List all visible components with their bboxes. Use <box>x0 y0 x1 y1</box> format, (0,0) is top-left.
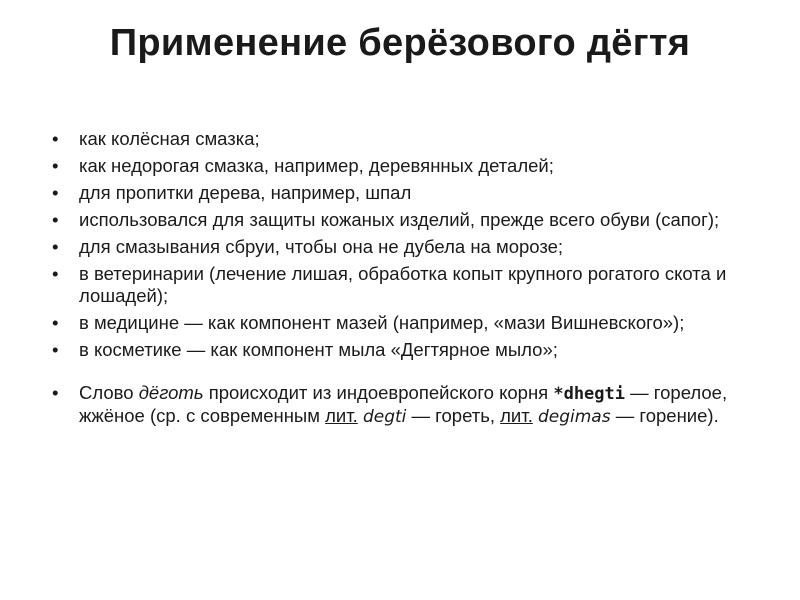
list-item: • в косметике — как компонент мыла «Дегтярное мыло»; <box>50 339 730 361</box>
list-item: • использовался для защиты кожаных изделий, прежде всего обуви (сапог); <box>50 209 730 231</box>
etymology-text: — горелое, жжёное (ср. с современным <box>79 382 728 426</box>
slide-title: Применение берёзового дёгтя <box>109 22 691 64</box>
etymology-text: Слово <box>79 382 139 403</box>
etymology-text: — гореть, <box>406 405 501 426</box>
etymology-form: degimas <box>537 407 611 427</box>
etymology-word: дёготь <box>138 382 204 403</box>
etymology-form: degti <box>362 407 407 427</box>
lit-link[interactable]: лит. <box>325 405 358 426</box>
etymology-text: — горение). <box>610 405 719 426</box>
lit-link[interactable]: лит. <box>500 405 533 426</box>
list-item: • в медицине — как компонент мазей (например, «мази Вишневского»); <box>50 312 730 334</box>
etymology-root: *dhegti <box>553 384 625 404</box>
list-item: • как колёсная смазка; <box>50 128 730 150</box>
list-item: • для смазывания сбруи, чтобы она не дубела на морозе; <box>50 236 730 258</box>
etymology-text: происходит из индоевропейского корня <box>203 382 554 403</box>
list-item: • для пропитки дерева, например, шпал <box>50 182 730 204</box>
list-item: • как недорогая смазка, например, деревянных деталей; <box>50 155 730 177</box>
etymology-item <box>50 382 730 428</box>
list-item: • в ветеринарии (лечение лишая, обработка копыт крупного рогатого скота и лошадей); <box>50 263 730 307</box>
bullet-list <box>50 128 730 433</box>
